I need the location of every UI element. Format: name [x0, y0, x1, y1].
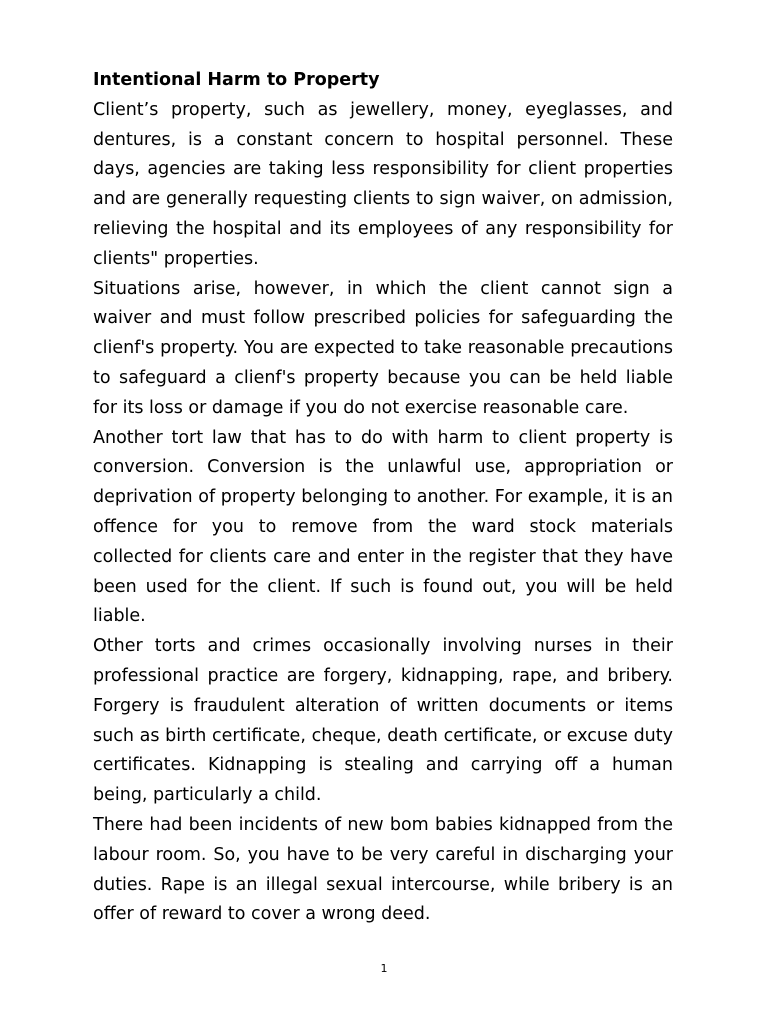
document-title: Intentional Harm to Property: [93, 70, 380, 90]
paragraph-1: Client’s property, such as jewellery, money, eyeglasses, and dentures, is a constant concern to hospital personnel. These days, agencies are taking less responsibility for client properties and are generally requesting clients to sign waiver, on admission, relieving the hospital and its employees of any responsibility for clients" properties.: [93, 99, 673, 269]
document-page: [93, 66, 673, 930]
paragraph-5: There had been incidents of new bom babies kidnapped from the labour room. So, you have to be very careful in discharging your duties. Rape is an illegal sexual intercourse, while bribery is an offer of reward to cover a wrong deed.: [93, 814, 673, 925]
page-number: 1: [380, 962, 388, 975]
paragraph-3: Another tort law that has to do with harm to client property is conversion. Conversion is the unlawful use, appropriation or deprivation of property belonging to another. For example, it is an offence for you to remove from the ward stock materials collected for clients care and enter in the register that they have been used for the client. If such is found out, you will be held liable.: [93, 427, 673, 627]
paragraph-2: Situations arise, however, in which the client cannot sign a waiver and must follow prescribed policies for safeguarding the clienf's property. You are expected to take reasonable precautions to safeguard a clienf's property because you can be held liable for its loss or damage if you do not exercise reasonable care.: [93, 278, 673, 418]
paragraph-4: Other torts and crimes occasionally involving nurses in their professional practice are forgery, kidnapping, rape, and bribery. Forgery is fraudulent alteration of written documents or items such as birth certificate, cheque, death certificate, or excuse duty certificates. Kidnapping is stealing and carrying off a human being, particularly a child.: [93, 636, 673, 806]
